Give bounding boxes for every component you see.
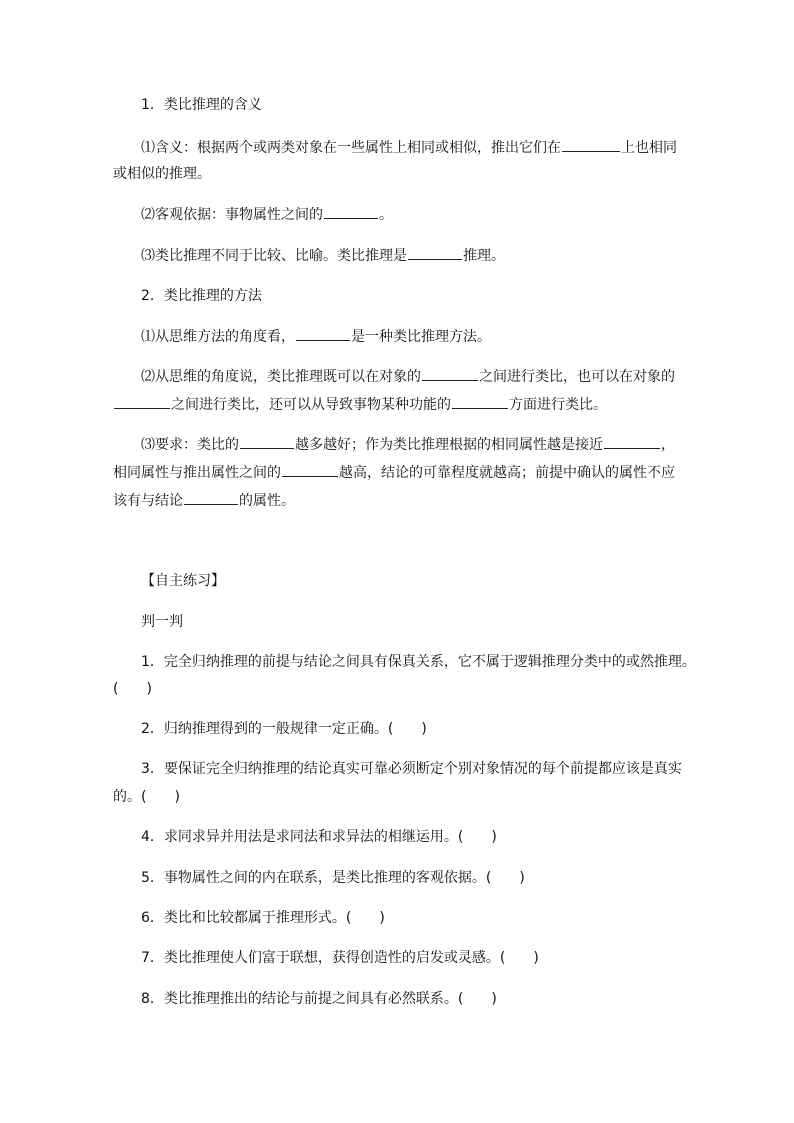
section1-heading-text: 1．类比推理的含义: [141, 97, 262, 113]
answer-parentheses[interactable]: ( ): [113, 681, 152, 697]
section2-item2-line1: [141, 366, 675, 387]
fill-blank[interactable]: [324, 204, 378, 219]
section2-item3-text-d: 相同属性与推出属性之间的: [113, 465, 281, 481]
practice-subtitle-text: 判一判: [141, 614, 183, 630]
question-3-line1: [141, 759, 682, 779]
section2-item3-text-f: 该有与结论: [113, 493, 183, 509]
question-3-text-end: 的。( ): [113, 789, 180, 805]
question-4-text: 4．求同求异并用法是求同法和求异法的相继运用。( ): [141, 829, 497, 845]
section1-item2-text-a: ⑵客观依据：事物属性之间的: [141, 207, 323, 223]
question-8-text: 8．类比推理推出的结论与前提之间具有必然联系。( ): [141, 991, 497, 1007]
question-4: [141, 827, 497, 847]
question-3-text: 3．要保证完全归纳推理的结论真实可靠必须断定个别对象情况的每个前提都应该是真实: [141, 761, 682, 777]
practice-title-text: 【自主练习】: [141, 573, 225, 589]
fill-blank[interactable]: [240, 434, 294, 449]
section1-item2: [141, 204, 393, 225]
question-7-text: 7．类比推理使人们富于联想，获得创造性的启发或灵感。( ): [141, 950, 539, 966]
fill-blank[interactable]: [408, 245, 462, 260]
section2-item3-text-b: 越多越好；作为类比推理根据的相同属性越是接近: [295, 437, 603, 453]
fill-blank[interactable]: [282, 462, 338, 477]
section2-item2-text-d: 方面进行类比。: [509, 397, 607, 413]
fill-blank[interactable]: [296, 326, 350, 341]
section1-item3-text-a: ⑶类比推理不同于比较、比喻。类比推理是: [141, 248, 407, 264]
question-3-line2: [113, 787, 180, 807]
section2-item3-line1: [141, 434, 675, 455]
section1-item1-text-c: 或相似的推理。: [113, 166, 211, 182]
question-5: [141, 868, 525, 888]
section2-item3-text-c: ，: [661, 437, 675, 453]
fill-blank[interactable]: [562, 137, 620, 152]
fill-blank[interactable]: [452, 394, 508, 409]
section2-item3-text-g: 的属性。: [239, 493, 295, 509]
section2-item1-text-a: ⑴从思维方法的角度看，: [141, 329, 295, 345]
question-2: [141, 719, 427, 739]
section1-heading: [141, 95, 262, 115]
section2-item2-text-b: 之间进行类比，也可以在对象的: [479, 369, 675, 385]
question-1-text: 1．完全归纳推理的前提与结论之间具有保真关系，它不属于逻辑推理分类中的或然推理。: [141, 654, 696, 670]
section2-item2-text-c: 之间进行类比，还可以从导致事物某种功能的: [171, 397, 451, 413]
question-2-text: 2．归纳推理得到的一般规律一定正确。( ): [141, 721, 427, 737]
section1-item3: [141, 245, 505, 266]
question-1-line1: [141, 652, 696, 672]
question-8: [141, 989, 497, 1009]
section2-item3-text-e: 越高，结论的可靠程度就越高；前提中确认的属性不应: [339, 465, 675, 481]
section1-item1-line2: [113, 164, 211, 184]
section2-item2-text-a: ⑵从思维的角度说，类比推理既可以在对象的: [141, 369, 421, 385]
section2-item2-line2: [113, 394, 607, 415]
section1-item1-line1: [141, 137, 677, 158]
section2-heading-text: 2．类比推理的方法: [141, 288, 262, 304]
fill-blank[interactable]: [422, 366, 478, 381]
fill-blank[interactable]: [114, 394, 170, 409]
question-1-line2[interactable]: [113, 679, 152, 699]
section2-item3-line2: [113, 462, 675, 483]
section2-item3-text-a: ⑶要求：类比的: [141, 437, 239, 453]
section1-item2-text-b: 。: [379, 207, 393, 223]
fill-blank[interactable]: [184, 490, 238, 505]
section2-item1-text-b: 是一种类比推理方法。: [351, 329, 491, 345]
section2-item3-line3: [113, 490, 295, 511]
fill-blank[interactable]: [604, 434, 660, 449]
practice-title: [141, 571, 225, 591]
section1-item1-text-a: ⑴含义：根据两个或两类对象在一些属性上相同或相似，推出它们在: [141, 140, 561, 156]
section2-heading: [141, 286, 262, 306]
question-6-text: 6．类比和比较都属于推理形式。( ): [141, 910, 385, 926]
section1-item3-text-b: 推理。: [463, 248, 505, 264]
question-6: [141, 908, 385, 928]
question-7: [141, 948, 539, 968]
question-5-text: 5．事物属性之间的内在联系，是类比推理的客观依据。( ): [141, 870, 525, 886]
section1-item1-text-b: 上也相同: [621, 140, 677, 156]
section2-item1: [141, 326, 491, 347]
practice-subtitle: [141, 612, 183, 632]
